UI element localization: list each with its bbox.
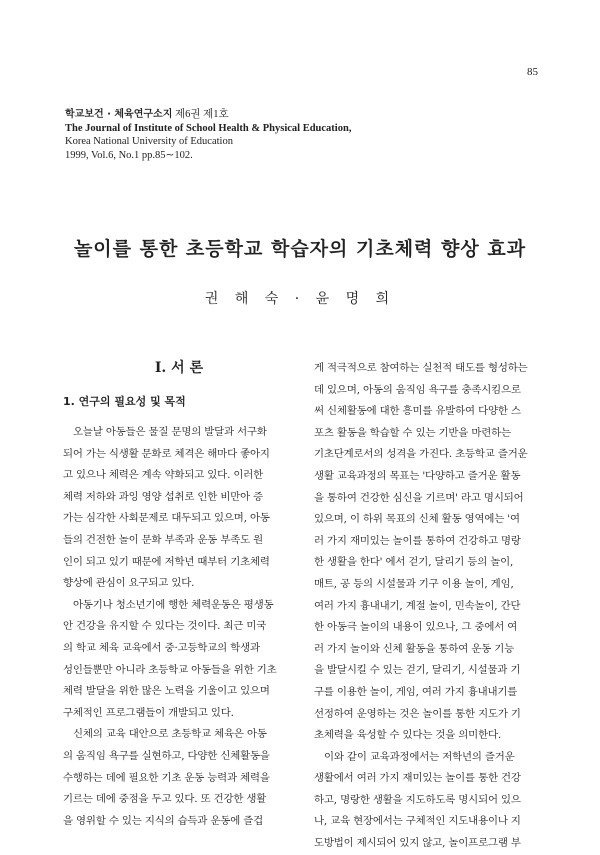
text-line: 오늘날 아동들은 물질 문명의 발달과 서구화 (73, 426, 267, 438)
paragraph (314, 747, 546, 855)
paragraph (63, 595, 295, 725)
text-line: 체력 발달을 위한 많은 노력을 기울이고 있으며 (63, 685, 270, 698)
text-line: 들의 건전한 놀이 문화 부족과 운동 부족도 원 (63, 533, 264, 546)
text-line: 써 신체활동에 대한 흥미를 유발하여 다양한 스 (314, 405, 521, 418)
text-line: 러 가지 재미있는 놀이를 통하여 건강하고 명랑 (314, 534, 521, 547)
journal-citation: 1999, Vol.6, No.1 pp.85∼102. (65, 149, 193, 161)
paper-title: 놀이를 통한 초등학교 학습자의 기초체력 향상 효과 (73, 238, 527, 260)
text-line: 이와 같이 교육과정에서는 저학년의 즐거운 (324, 750, 515, 763)
paragraph (314, 358, 546, 747)
text-line: 인이 되고 있기 때문에 저학년 때부터 기초체력 (63, 555, 270, 568)
text-line: 을 영위할 수 있는 지식의 습득과 운동에 즐겁 (63, 814, 264, 827)
text-line: 수행하는 데에 필요한 기초 운동 능력과 체력을 (63, 771, 270, 784)
text-line: 나, 교육 현장에서는 구체적인 지도내용이나 지 (314, 815, 521, 828)
text-line: 있으며, 이 하위 목표의 신체 활동 영역에는 '여 (314, 513, 520, 526)
text-line: 안 건강을 유지할 수 있다는 것이다. 최근 미국 (63, 620, 267, 633)
text-line: 데 있으며, 아동의 움직임 욕구를 충족시킴으로 (314, 383, 521, 396)
text-line: 신체의 교육 대안으로 초등학교 체육은 아동 (73, 728, 267, 741)
right-column-body (314, 358, 546, 855)
text-line: 고 있으나 체력은 계속 약화되고 있다. 이러한 (63, 469, 264, 482)
text-line: 게 적극적으로 참여하는 실천적 태도를 형성하는 (314, 362, 528, 374)
right-column (314, 358, 546, 855)
text-line: 매트, 공 등의 시설물과 기구 이용 놀이, 게임, (314, 577, 514, 590)
text-line: 되어 가는 식생활 문화로 체격은 해마다 좋아지 (63, 447, 270, 460)
left-column (63, 358, 295, 832)
text-line: 생활 교육과정의 목표는 '다양하고 즐거운 활동 (314, 469, 521, 482)
text-line: 도방법이 제시되어 있지 않고, 놀이프로그램 부 (314, 837, 521, 850)
text-line: 의 움직임 욕구를 실현하고, 다양한 신체활동을 (63, 749, 270, 762)
journal-name-korean: 학교보건 · 체육연구소지 (65, 109, 173, 120)
text-line: 을 발달시킬 수 있는 걷기, 달리기, 시설물과 기 (314, 664, 521, 677)
journal-volume-korean: 제6권 제1호 (175, 109, 229, 120)
text-line: 성인들뿐만 아니라 초등학교 아동들을 위한 기초 (63, 663, 277, 676)
subsection-heading: 1. 연구의 필요성 및 목적 (63, 395, 186, 408)
text-line: 체력 저하와 과잉 영양 섭취로 인한 비만아 증 (63, 490, 264, 503)
paper-authors: 권 해 숙 · 윤 명 희 (204, 291, 396, 307)
page-number: 85 (527, 66, 538, 78)
text-line: 선정하여 운영하는 것은 놀이를 통한 지도가 기 (314, 707, 521, 720)
text-line: 한 아동극 놀이의 내용이 있으나, 그 중에서 여 (314, 621, 518, 634)
text-line: 한 생활을 한다' 에서 걷기, 달리기 등의 놀이, (314, 556, 514, 569)
paragraph (63, 422, 295, 595)
text-line: 여러 가지 흉내내기, 계절 놀이, 민속놀이, 간단 (314, 599, 521, 612)
section-heading: Ⅰ. 서 론 (154, 360, 204, 376)
text-line: 초체력을 육성할 수 있다는 것을 의미한다. (314, 729, 502, 742)
paragraph (63, 724, 295, 832)
text-line: 을 통하여 건강한 심신을 기르며' 라고 명시되어 (314, 491, 524, 504)
text-line: 러 가지 놀이와 신체 활동을 통하여 운동 기능 (314, 642, 515, 655)
journal-header (65, 108, 485, 162)
journal-title-english: The Journal of Institute of School Health & Physical Education, (65, 122, 352, 134)
text-line: 구를 이용한 놀이, 게임, 여러 가지 흉내내기를 (314, 685, 518, 698)
journal-publisher: Korea National University of Education (65, 136, 233, 147)
text-line: 기르는 데에 중점을 두고 있다. 또 건강한 생활 (63, 793, 267, 806)
left-column-body (63, 422, 295, 832)
text-line: 하고, 명랑한 생활을 지도하도록 명시되어 있으 (314, 793, 521, 806)
text-line: 구체적인 프로그램들이 개발되고 있다. (63, 706, 234, 719)
text-line: 아동기나 청소년기에 행한 체력운동은 평생동 (73, 598, 274, 611)
text-line: 기초단계로서의 성격을 가진다. 초등학교 즐거운 (314, 448, 528, 461)
text-line: 의 학교 체육 교육에서 중·고등학교의 학생과 (63, 641, 260, 654)
text-line: 포츠 활동을 학습할 수 있는 기반을 마련하는 (314, 426, 511, 439)
text-line: 가는 심각한 사회문제로 대두되고 있으며, 아동 (63, 512, 270, 525)
text-line: 생활에서 여러 가지 재미있는 놀이를 통한 건강 (314, 772, 521, 785)
journal-title-korean (65, 108, 485, 122)
text-line: 향상에 관심이 요구되고 있다. (63, 577, 195, 590)
